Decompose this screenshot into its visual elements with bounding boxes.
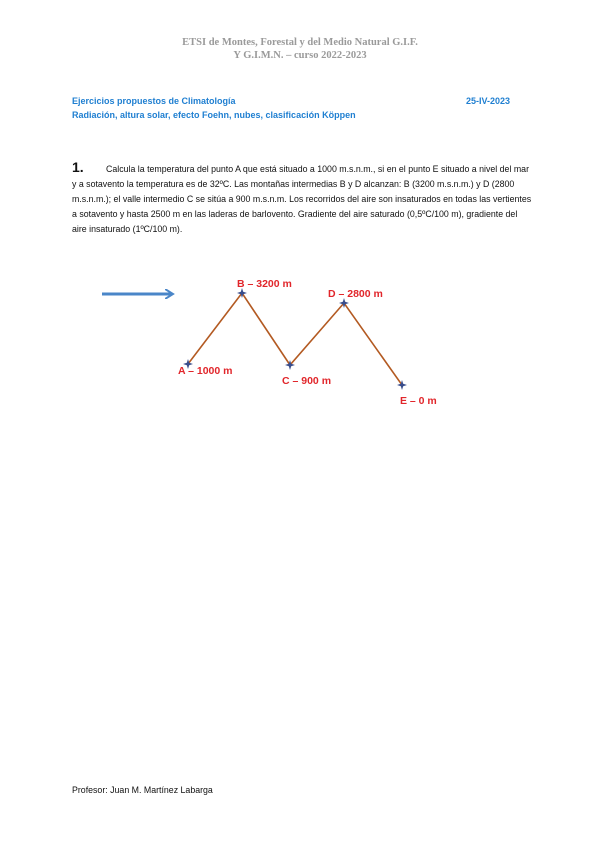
- professor-footer: Profesor: Juan M. Martínez Labarga: [72, 785, 213, 795]
- course-title: Ejercicios propuestos de Climatología: [72, 96, 236, 106]
- school-header: [150, 36, 450, 62]
- point-label-a: A – 1000 m: [178, 365, 233, 377]
- exercise-statement: [72, 160, 534, 237]
- point-label-b: B – 3200 m: [237, 278, 292, 290]
- exercise-number: 1.: [72, 159, 84, 175]
- point-label-e: E – 0 m: [400, 395, 437, 407]
- course-subtitle: Radiación, altura solar, efecto Foehn, nubes, clasificación Köppen: [72, 110, 356, 120]
- point-marker-e: [397, 380, 407, 390]
- point-label-c: C – 900 m: [282, 375, 332, 387]
- school-header-line2: Y G.I.M.N. – curso 2022-2023: [233, 50, 367, 61]
- foehn-profile-diagram: [0, 270, 600, 420]
- point-label-d: D – 2800 m: [328, 288, 383, 300]
- school-header-line1: ETSI de Montes, Forestal y del Medio Natural G.I.F.: [182, 37, 418, 48]
- course-date: 25-IV-2023: [466, 96, 511, 106]
- exercise-text: Calcula la temperatura del punto A que está situado a 1000 m.s.n.m., si en el punto E situado a nivel del mar y a sotavento la temperatura es de 32ºC. Las montañas intermedias B y D alcanzan: B (3200 m.s.n.m.) y D (2800 m.s.n.m.); el valle intermedio C se sitúa a 900 m.s.n.m. Los recorridos del aire son insaturados en todas las vertientes a sotavento y hasta 2500 m en las laderas de barlovento. Gradiente del aire saturado (0,5ºC/100 m), gradiente del aire insaturado (1ºC/100 m).: [72, 164, 532, 234]
